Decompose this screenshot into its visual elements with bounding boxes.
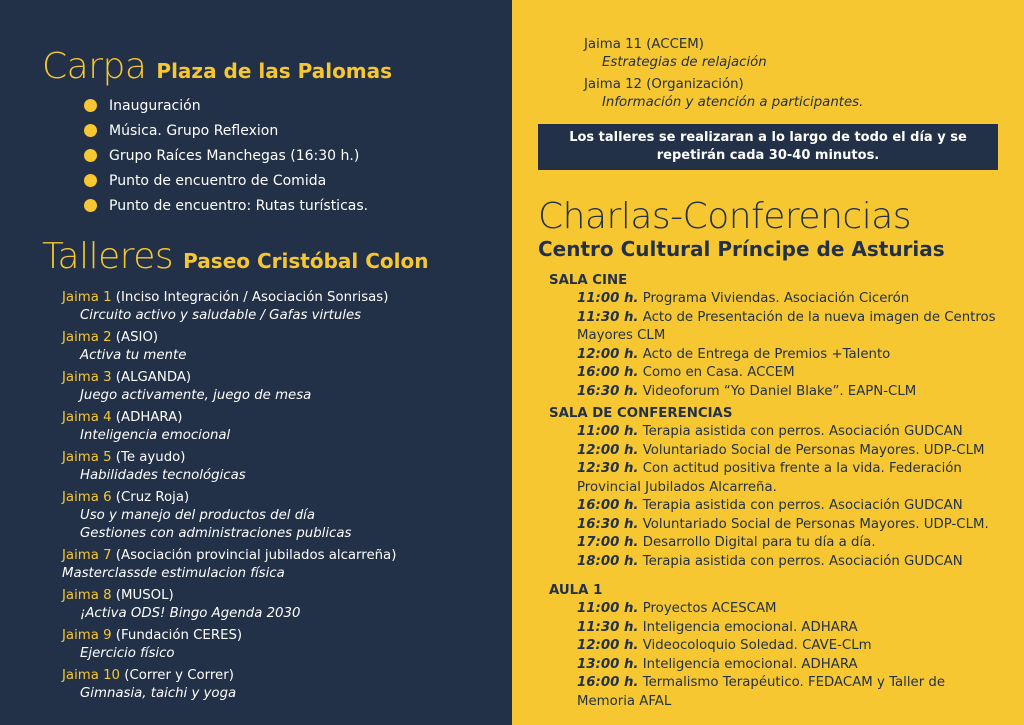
jaima-heading: Jaima 12 (Organización): [584, 77, 744, 92]
aula-1: [549, 581, 1007, 711]
event-time: 16:00 h.: [577, 365, 639, 380]
event-text: Inteligencia emocional. ADHARA: [642, 619, 858, 635]
event-row: [549, 290, 1007, 309]
event-row: [549, 600, 1007, 619]
event-row: [549, 534, 1007, 553]
jaima-number: Jaima 4: [62, 410, 112, 425]
carpa-place: Plaza de las Palomas: [156, 59, 393, 83]
taller-item: [62, 329, 502, 365]
event-text: Inteligencia emocional. ADHARA: [642, 656, 858, 672]
event-time: 16:00 h.: [577, 498, 639, 513]
event-text: Videoforum “Yo Daniel Blake”. EAPN-CLM: [642, 383, 917, 399]
jaima-description: Gimnasia, taichi y yoga: [80, 686, 237, 701]
jaima-description: Estrategias de relajación: [602, 55, 767, 70]
event-text: Terapia asistida con perros. Asociación GUDCAN: [642, 424, 963, 439]
taller-item: [62, 369, 502, 405]
event-time: 12:00 h.: [577, 442, 639, 458]
jaima-number: Jaima 9: [62, 628, 112, 643]
event-time: 12:30 h.: [577, 461, 639, 476]
event-row: [549, 619, 1007, 638]
event-row: [549, 460, 1007, 497]
list-item: [84, 143, 368, 168]
event-text: Termalismo Terapéutico. FEDACAM y Taller de Memoria AFAL: [577, 675, 946, 709]
jaima-description: Habilidades tecnológicas: [80, 468, 246, 483]
talleres-list: [62, 289, 502, 703]
bullet-dot-icon: [84, 124, 97, 137]
event-time: 17:00 h.: [577, 535, 639, 550]
talleres-heading: [42, 236, 428, 277]
sala-name: SALA DE CONFERENCIAS: [549, 406, 733, 421]
notice-box: Los talleres se realizaran a lo largo de todo el día y se repetirán cada 30-40 minutos.: [538, 124, 998, 170]
carpa-item-label: Grupo Raíces Manchegas (16:30 h.): [109, 147, 360, 164]
jaima-org: (ADHARA): [115, 410, 183, 425]
jaima-description: Masterclassde estimulacion física: [62, 566, 285, 581]
bullet-dot-icon: [84, 99, 97, 112]
jaimas-continued: [584, 36, 863, 112]
jaima-description: Uso y manejo del productos del día: [80, 508, 315, 523]
list-item: [84, 193, 368, 218]
jaima-org: (MUSOL): [115, 588, 174, 603]
sala-cine: [549, 271, 1007, 401]
talleres-title: Talleres: [42, 236, 174, 277]
event-time: 16:00 h.: [577, 675, 639, 690]
event-time: 11:00 h.: [577, 601, 639, 616]
taller-item: [62, 289, 502, 325]
carpa-title: Carpa: [42, 46, 147, 87]
event-text: Programa Viviendas. Asociación Cicerón: [642, 291, 910, 306]
event-time: 12:00 h.: [577, 638, 639, 653]
event-time: 12:00 h.: [577, 346, 639, 362]
event-row: [549, 364, 1007, 383]
jaima-number: Jaima 8: [62, 588, 112, 603]
jaima-description: Ejercicio físico: [80, 646, 175, 661]
event-row: [549, 383, 1007, 402]
event-time: 11:30 h.: [577, 619, 639, 635]
carpa-heading: [42, 46, 392, 87]
jaima-number: Jaima 6: [62, 490, 112, 505]
carpa-item-label: Punto de encuentro: Rutas turísticas.: [109, 197, 369, 214]
event-row: [549, 346, 1007, 365]
event-text: Acto de Entrega de Premios +Talento: [642, 346, 891, 362]
event-row: [549, 442, 1007, 461]
event-text: Terapia asistida con perros. Asociación GUDCAN: [642, 498, 963, 513]
jaima-heading: Jaima 11 (ACCEM): [584, 37, 704, 52]
bullet-dot-icon: [84, 199, 97, 212]
list-item: [84, 168, 368, 193]
sala-name: SALA CINE: [549, 273, 628, 288]
jaima-description: ¡Activa ODS! Bingo Agenda 2030: [80, 606, 301, 621]
event-time: 11:30 h.: [577, 309, 639, 325]
jaima-description: Juego activamente, juego de mesa: [80, 388, 312, 403]
jaima-org: (ALGANDA): [115, 370, 192, 385]
jaima-number: Jaima 10: [62, 668, 121, 683]
jaima-description: Información y atención a participantes.: [602, 95, 864, 110]
taller-item: [62, 547, 502, 583]
charlas-place: Centro Cultural Príncipe de Asturias: [538, 237, 945, 261]
jaima-number: Jaima 3: [62, 370, 112, 385]
event-text: Desarrollo Digital para tu día a día.: [642, 535, 876, 550]
taller-item: [62, 449, 502, 485]
event-time: 16:30 h.: [577, 383, 639, 399]
carpa-item-label: Punto de encuentro de Comida: [109, 172, 327, 189]
taller-item: [62, 627, 502, 663]
talleres-place: Paseo Cristóbal Colon: [183, 249, 429, 273]
jaima-org: (Asociación provincial jubilados alcarreña): [115, 548, 397, 563]
jaima-number: Jaima 1: [62, 290, 112, 305]
event-time: 11:00 h.: [577, 424, 639, 439]
taller-item: [62, 587, 502, 623]
event-row: [549, 553, 1007, 572]
jaima-description: Gestiones con administraciones publicas: [80, 526, 352, 541]
event-row: [549, 423, 1007, 442]
jaima-org: (Fundación CERES): [115, 628, 243, 643]
sala-name: AULA 1: [549, 583, 603, 598]
event-text: Acto de Presentación de la nueva imagen de Centros Mayores CLM: [577, 309, 996, 343]
jaima-description: Activa tu mente: [80, 348, 187, 363]
event-row: [549, 309, 1007, 346]
jaima-description: Inteligencia emocional: [80, 428, 231, 443]
jaima-number: Jaima 5: [62, 450, 112, 465]
event-time: 11:00 h.: [577, 291, 639, 306]
event-text: Proyectos ACESCAM: [642, 601, 777, 616]
charlas-title: Charlas-Conferencias: [538, 196, 912, 237]
jaima-org: (Inciso Integración / Asociación Sonrisas): [115, 290, 389, 305]
bullet-dot-icon: [84, 149, 97, 162]
carpa-item-label: Inauguración: [109, 97, 201, 114]
event-time: 18:00 h.: [577, 553, 639, 569]
taller-item: [62, 409, 502, 445]
event-time: 16:30 h.: [577, 516, 639, 532]
event-row: [549, 497, 1007, 516]
event-row: [549, 674, 1007, 711]
event-text: Voluntariado Social de Personas Mayores. UDP-CLM.: [642, 516, 989, 532]
event-row: [549, 516, 1007, 535]
event-time: 13:00 h.: [577, 656, 639, 672]
jaima-org: (Te ayudo): [115, 450, 186, 465]
list-item: [84, 93, 368, 118]
event-row: [549, 656, 1007, 675]
jaima-org: (Correr y Correr): [124, 668, 234, 683]
taller-item: [62, 489, 502, 543]
carpa-item-label: Música. Grupo Reflexion: [109, 122, 279, 139]
sala-conferencias: [549, 404, 1007, 571]
jaima-description: Circuito activo y saludable / Gafas virtules: [80, 308, 362, 323]
carpa-list: [84, 93, 368, 218]
event-text: Con actitud positiva frente a la vida. Federación Provincial Jubilados Alcarreña.: [577, 461, 962, 495]
jaima-number: Jaima 2: [62, 330, 112, 345]
list-item: [84, 118, 368, 143]
bullet-dot-icon: [84, 174, 97, 187]
event-text: Como en Casa. ACCEM: [642, 365, 795, 380]
event-row: [549, 637, 1007, 656]
event-text: Terapia asistida con perros. Asociación GUDCAN: [642, 553, 963, 569]
event-text: Videocoloquio Soledad. CAVE-CLm: [642, 638, 872, 653]
jaima-number: Jaima 7: [62, 548, 112, 563]
jaima-org: (Cruz Roja): [115, 490, 190, 505]
event-text: Voluntariado Social de Personas Mayores. UDP-CLM: [642, 442, 985, 458]
jaima-org: (ASIO): [115, 330, 159, 345]
taller-item: [62, 667, 502, 703]
